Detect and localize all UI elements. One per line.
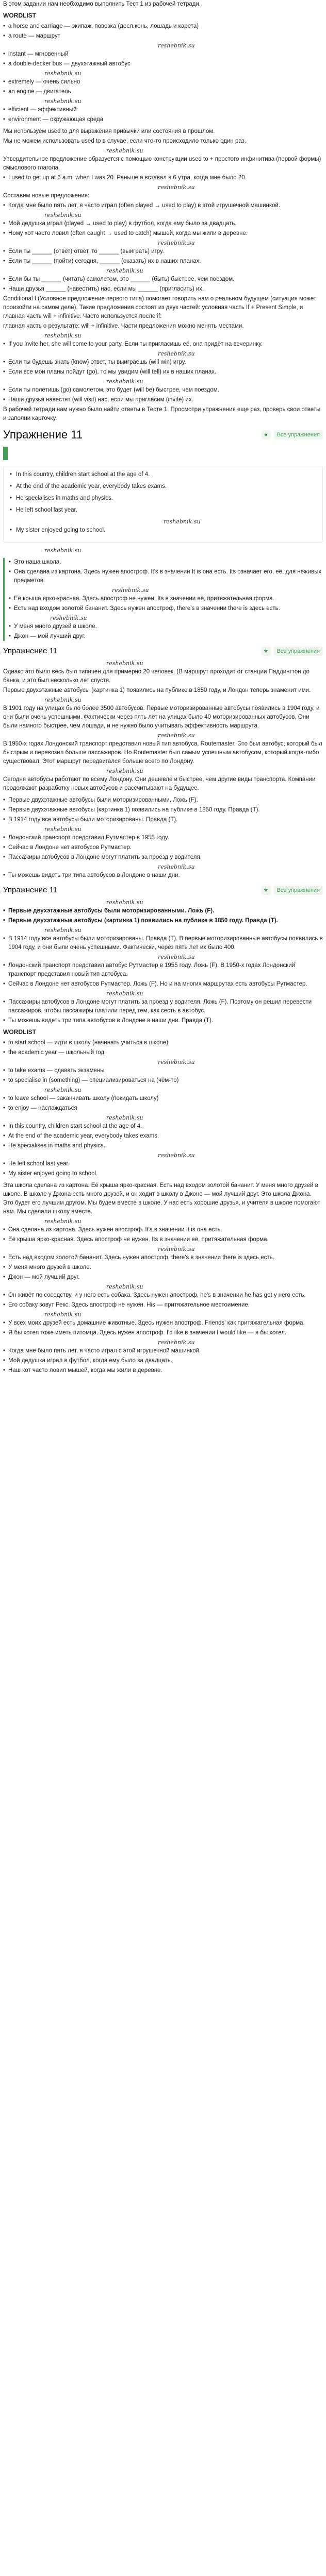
number-marker [3,447,8,460]
answer-item: • Пассажиры автобусов в Лондоне могут платить за проезд у водителя. Ложь (F). Поэтому он решил перевести пассажиров, чтобы пассажиры платили перед тем, как сесть в автобус. [3,998,323,1015]
wordlist-item: • to leave school — заканчивать школу (покидать школу) [3,1094,323,1103]
grammar-item: • Мой дедушка играл (played → used to play) в футбол, когда ему было за двадцать. [3,219,323,228]
wordlist-item: • a horse and carriage — экипаж, повозка (досл.конь, лошадь и карета) [3,22,323,31]
wordlist-item: • to start school — идти в школу (начинать учиться в школе) [3,1039,323,1047]
watermark: reshebnik.su [44,697,82,703]
grammar-item: • Если бы ты ______ (читать) самолетом, это ______ (быть) быстрее, чем поездом. [3,275,323,284]
watermark: reshebnik.su [106,1114,143,1121]
star-icon[interactable]: ★ [262,647,271,656]
reading-paragraph: В 1901 году на улицах было более 3500 автобусов. Первые моторизированные автобусы появились в 1904 году, и они были очень успешными. Фактически через пять лет на улицах было 40 моторизированных автобусов. Они были намного быстрее, чем лошади, и не нужно было учитывать эффективность маршрута. [3,705,320,729]
wordlist-item: • At the end of the academic year, everybody takes exams. [3,1132,323,1141]
watermark: reshebnik.su [106,378,143,385]
watermark: reshebnik.su [106,990,143,997]
answer-item: • Наш кот часто ловил мышей, когда мы жили в деревне. [3,1366,323,1375]
wordlist-item: • My sister enjoyed going to school. [3,1170,323,1178]
exercise-box [3,466,323,543]
watermark: reshebnik.su [158,954,195,960]
answer-item: • Первые двухэтажные автобусы (картинка 1) появились на публике в 1850 году. Правда (Т). [3,917,323,925]
watermark: reshebnik.su [112,587,149,594]
answer-item: • Лондонский транспорт представил автобус Рутмастер в 1955 году. Ложь (F). В 1950-х годах Лондонский транспорт представил новый тип автобуса. [3,961,323,979]
exercise-4 [3,1181,323,1375]
exercise-text: Эта школа сделана из картона. Её крыша ярко-красная. Есть над входом золотой бананит. У меня много друзей в школе. В школе у Джона есть много друзей, и он ходит в школу в Джоне — мой лучший друг. Это школа Джона. Это будет его лучшим другом. Мы будем вместе в школе. У нас есть хорошие друзья, и учителя в школе помогают нам. Мы сделали школу вместе. [3,1182,320,1215]
grammar-item: • Когда мне было пять лет, я часто играл (often played → used to play) в этой игрушечной машинкой. [3,201,323,210]
statement-item: • Первые двухэтажные автобусы были моторизированными. Ложь (F). [3,796,323,805]
exercise-header [3,428,323,442]
answer-item: • Сейчас в Лондоне нет автобусов Рутмастер. Ложь (F). Но и на многих маршрутах есть автобусы Рутмастер. [3,980,323,989]
answer-item: • Он живёт по соседству, и у него есть собака. Здесь нужен апостроф, he's в значении he has got у него есть. [3,1291,323,1300]
grammar-after: В рабочей тетради нам нужно было найти ответы в Тесте 1. Просмотри упражнения еще раз, проверь свои ответы и заполни карточку. [3,406,321,421]
answer-item: • Ты можешь видеть три типа автобусов в Лондоне в наши дни. Правда (Т). [3,1016,323,1025]
answer-item: • Есть над входом золотой бананит. Здесь нужен апостроф, there's в значении there is здесь есть. [3,1253,323,1262]
all-exercises-link[interactable]: Все упражнения [274,647,323,656]
answer-item: • Когда мне было пять лет, я часто играл с этой игрушечной машинкой. [3,1347,323,1355]
wordlist-item: • efficient — эффективный [3,106,323,114]
answer-item: • If you invite her, she will come to your party. Если ты пригласишь её, она придёт на вечеринку. [3,340,323,349]
watermark: reshebnik.su [44,332,82,339]
watermark: reshebnik.su [164,518,201,525]
watermark: reshebnik.su [44,547,82,554]
answer-item: • У меня много друзей в школе. [9,622,323,631]
grammar-text: Мы не можем использовать used to в случае, если что-то происходило только один раз. [3,138,247,144]
answer-item: • Наши друзья навестят (will visit) нас, если мы пригласим (invite) их. [3,396,323,404]
answer-item: • Если ты будешь знать (know) ответ, ты выиграешь (will win) игру. [3,358,323,367]
star-icon[interactable]: ★ [262,430,271,439]
answer-item: • В 1914 году все автобусы были моторизированы. Правда (Т). В первые моторизированные автобусы появились в 1904 году, и они были очень успешными. Фактически, через пять лет их было 400. [3,935,323,952]
watermark: reshebnik.su [44,98,82,105]
watermark: reshebnik.su [44,1218,82,1225]
statement-item: • Лондонский транспорт представил Рутмастер в 1955 году. [3,834,323,842]
reading-paragraph: Сегодня автобусы работают по всему Лондону. Они дешевле и быстрее, чем другие виды транспорта. Компании продолжают разработку новых автобусов и рассчитывают на будущее. [3,776,316,791]
wordlist-item: • He left school last year. [3,1160,323,1168]
grammar-item: • Наши друзья ______ (навестить) нас, если мы ______ (пригласить) их. [3,285,323,294]
exercise-title: Упражнение 11 [3,886,58,894]
wordlist-2 [3,1027,323,1178]
wordlist-title: WORDLIST [3,1028,36,1036]
reading-paragraph: В 1950-х годах Лондонский транспорт представил новый тип автобуса, Routemaster. Это был автобус, который был быстрым и перевозил больше пассажиров. Но Routemaster был самым успешным автобусом, который когда-либо существовал. Этот маршрут передвигался больше всего по Лондону. [3,741,322,765]
watermark: reshebnik.su [158,1246,195,1252]
reading-paragraph: Первые двухэтажные автобусы (картинка 1) появились на публике в 1850 году, и Лондон теперь знаменит ими. [3,687,311,693]
answer-item: • Она сделана из картона. Здесь нужен апостроф. It's в значении It is она есть. [3,1226,323,1234]
answer-item: • Её крыша ярко-красная. Здесь апостроф не нужен. Its в значении её, притяжательная форма. [3,1235,323,1244]
answer-item: • Джон — мой лучший друг. [9,632,323,641]
grammar-item: • Ному хот часто ловил (often caught → used to catch) мышей, когда мы жили в деревне. [3,229,323,238]
statement-item: • В 1914 году все автобусы были моторизированы. Правда (Т). [3,816,323,824]
conditional-text: Conditional I (Условное предложение первого типа) помогает говорить нам о реальном будущем (ситуация может произойти на самом деле). Такие предложения состоят из двух частей: условная часть If + Present Simple, и главная часть will + infinitive. Часто используется после if: [3,296,317,319]
wordlist-item: • He specialises in maths and physics. [3,1142,323,1150]
grammar-text: Мы используем used to для выражения привычки или состояния в прошлом. [3,128,215,134]
watermark: reshebnik.su [158,863,195,870]
watermark: reshebnik.su [44,1311,82,1318]
wordlist-item: • In this country, children start school at the age of 4. [3,1122,323,1131]
watermark: reshebnik.su [106,899,143,906]
watermark: reshebnik.su [44,826,82,833]
watermark: reshebnik.su [158,1152,195,1159]
watermark: reshebnik.su [158,732,195,739]
wordlist-title: WORDLIST [3,12,36,19]
exercise-header [3,885,323,895]
watermark: reshebnik.su [44,212,82,218]
watermark: reshebnik.su [50,615,87,621]
wordlist-item: • extremely — очень сильно [3,78,323,87]
wordlist-item: • environment — окружающая среда [3,115,323,124]
intro-text: В этом задании нам необходимо выполнить Тест 1 из рабочей тетради. [3,1,201,7]
exercise-item: • He specialises in maths and physics. [9,494,317,503]
watermark: reshebnik.su [158,184,195,191]
answer-item: • Его собаку зовут Рекс. Здесь апостроф не нужен. His — притяжательное местоимение. [3,1301,323,1310]
answer-item: • Джон — мой лучший друг. [3,1273,323,1282]
watermark: reshebnik.su [158,350,195,357]
all-exercises-link[interactable]: Все упражнения [274,430,323,439]
conditional-note: главная часть о результате: will + infinitive. Части предложения можно менять местами. [3,323,244,329]
answer-item: • Мой дедушка играл в футбол, когда ему было за двадцать. [3,1357,323,1365]
answer-item: • Первые двухэтажные автобусы были моторизированными. Ложь (F). [3,907,323,916]
answer-block [3,558,323,641]
answer-item: • Если ты полетишь (go) самолетом, это будет (will be) быстрее, чем поездом. [3,386,323,395]
wordlist-item: • an engine — двигатель [3,88,323,96]
watermark: reshebnik.su [44,927,82,934]
grammar-section [3,127,323,423]
exercise-title: Упражнение 11 [3,428,83,441]
exercise-item: • My sister enjoyed going to school. [9,526,317,535]
exercise-title: Упражнение 11 [3,647,58,655]
watermark: reshebnik.su [158,1339,195,1346]
grammar-item: • Если ты ______ (ответ) ответ, то ______ (выиграть) игру. [3,247,323,256]
watermark: reshebnik.su [106,768,143,774]
exercise-item: • At the end of the academic year, everybody takes exams. [9,482,317,491]
statement-item: • Сейчас в Лондоне нет автобусов Рутмастер. [3,843,323,852]
answer-item: • Есть над входом золотой бананит. Здесь нужен апостроф, there's в значении there is здесь есть. [9,604,323,613]
reading-paragraph: Однако это было весь был типичен для примерно 20 человек. (В маршрут проходит от станции Паддингтон до банка, и это был несколько лет спустя. [3,669,309,684]
watermark: reshebnik.su [158,240,195,246]
watermark: reshebnik.su [158,42,195,49]
answer-item: • Если все мои планы пойдут (go), то мы увидим (will tell) их в наших планах. [3,368,323,377]
watermark: reshebnik.su [44,1087,82,1093]
wordlist-item: • to enjoy — наслаждаться [3,1104,323,1113]
wordlist-1 [3,11,323,124]
answer-item: • Её крыша ярко-красная. Здесь апостроф не нужен. Its в значении её, притяжательная форма. [9,595,323,603]
grammar-subtitle: Составим новые предложения: [3,193,90,199]
answer-item: • У всех моих друзей есть домашние животные. Здесь нужен апостроф. Friends' как притяжательная форма. [3,1319,323,1328]
watermark: reshebnik.su [106,1283,143,1290]
exercise-header [3,646,323,656]
watermark: reshebnik.su [44,70,82,77]
wordlist-item: • the academic year — школьный год [3,1048,323,1057]
grammar-text: Утвердительное предложение образуется с помощью конструкции used to + простого инфинитива (первой формы) смыслового глагола. [3,156,321,171]
answer-item: • Она сделана из картона. Здесь нужен апостроф. It's в значении It is она есть. Its означает его, её, для неживых предметов. [9,568,323,585]
star-icon[interactable]: ★ [262,886,271,895]
watermark: reshebnik.su [158,1059,195,1065]
wordlist-item: • a double-decker bus — двухэтажный автобус [3,60,323,69]
watermark: reshebnik.su [106,267,143,274]
grammar-item: • Если ты ______ (пойти) сегодня, ______ (оказать) их в наших планах. [3,257,323,266]
answer-item: • Я бы хотел тоже иметь питомца. Здесь нужен апостроф. I'd like в значении I would like — я бы хотел. [3,1329,323,1337]
wordlist-item: • to specialise in (something) — специализироваться на (чём-то) [3,1076,323,1085]
all-exercises-link[interactable]: Все упражнения [274,886,323,895]
answer-item: • У меня много друзей в школе. [3,1263,323,1272]
reading-text [3,668,323,793]
statement-item: • Первые двухэтажные автобусы (картинка 1) появились на публике в 1850 году. Правда (Т). [3,806,323,815]
wordlist-item: • instant — мгновенный [3,50,323,59]
exercise-item: • He left school last year. [9,506,317,515]
answer-item: • Это наша школа. [9,558,323,567]
statement-item: • Пассажиры автобусов в Лондоне могут платить за проезд у водителя. [3,853,323,862]
grammar-example: • I used to get up at 6 a.m. when I was 20. Раньше я вставал в 6 утра, когда мне было 20. [3,174,323,182]
statement-item: • Ты можешь видеть три типа автобусов в Лондоне в наши дни. [3,871,323,880]
watermark: reshebnik.su [106,660,143,667]
watermark: reshebnik.su [106,147,143,154]
exercise-item: • In this country, children start school at the age of 4. [9,470,317,479]
wordlist-item: • a route — маршрут [3,32,323,41]
wordlist-item: • to take exams — сдавать экзамены [3,1066,323,1075]
